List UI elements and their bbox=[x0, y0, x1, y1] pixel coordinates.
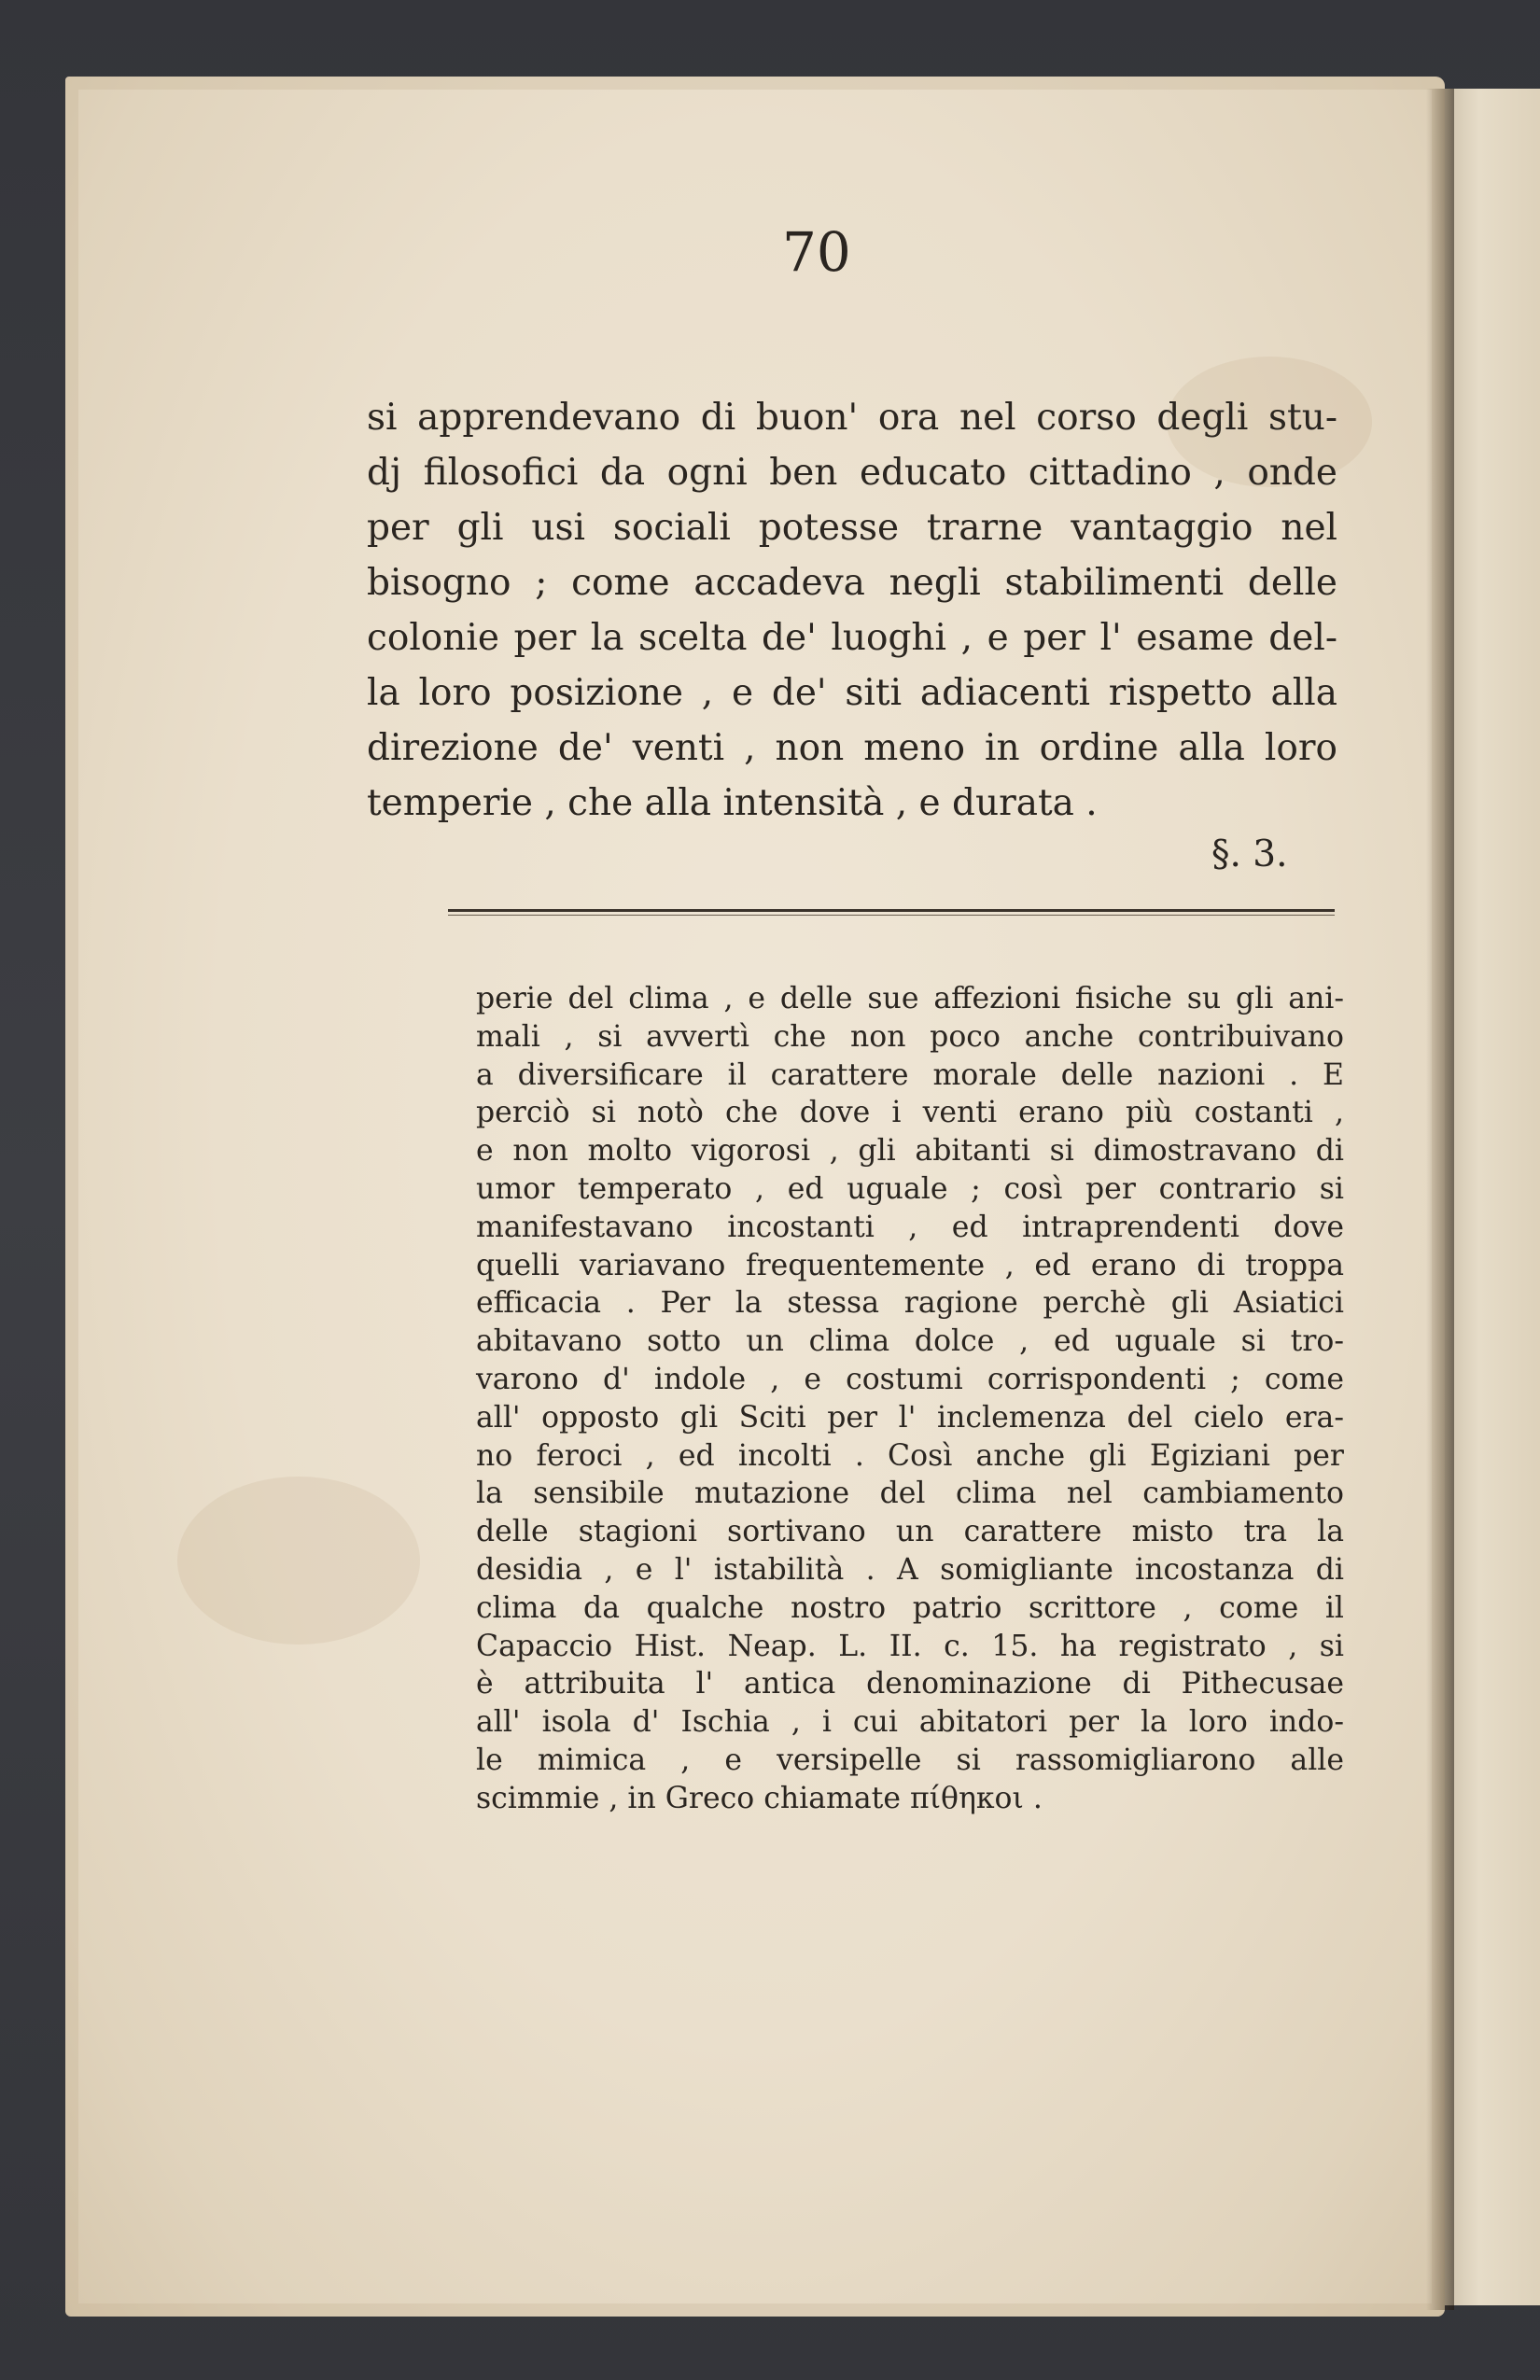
footnote-rule-thin bbox=[448, 915, 1335, 916]
main-line: bisogno ; come accadeva negli stabilimenti delle bbox=[367, 562, 1337, 604]
note-line: manifestavano incostanti , ed intraprendenti dove bbox=[476, 1210, 1344, 1244]
note-line: perciò si notò che dove i venti erano più costanti , bbox=[476, 1096, 1344, 1130]
gutter-shadow bbox=[1426, 89, 1454, 2310]
note-line: delle stagioni sortivano un carattere misto tra la bbox=[476, 1515, 1344, 1549]
note-line: perie del clima , e delle sue affezioni fisiche su gli ani- bbox=[476, 982, 1344, 1015]
section-mark: §. 3. bbox=[1211, 833, 1288, 875]
footnote-paragraph bbox=[476, 980, 1344, 1818]
note-line: scimmie , in Greco chiamate πίθηκοι . bbox=[476, 1781, 1043, 1815]
note-line: abitavano sotto un clima dolce , ed uguale si tro- bbox=[476, 1324, 1344, 1359]
paper-stain bbox=[177, 1477, 420, 1645]
main-line: per gli usi sociali potesse trarne vantaggio nel bbox=[367, 507, 1337, 549]
main-paragraph bbox=[367, 390, 1337, 831]
note-line: Capaccio Hist. Neap. L. II. c. 15. ha registrato , si bbox=[476, 1629, 1344, 1663]
note-line: efficacia . Per la stessa ragione perchè gli Asiatici bbox=[476, 1286, 1344, 1321]
main-line: colonie per la scelta de' luoghi , e per l' esame del- bbox=[367, 617, 1337, 659]
next-page-edge bbox=[1442, 89, 1540, 2305]
note-line: la sensibile mutazione del clima nel cambiamento bbox=[476, 1477, 1344, 1511]
note-line: quelli variavano frequentemente , ed erano di troppa bbox=[476, 1248, 1344, 1282]
footnote-rule bbox=[448, 909, 1335, 912]
main-line: si apprendevano di buon' ora nel corso degli stu- bbox=[367, 397, 1337, 439]
note-line: all' isola d' Ischia , i cui abitatori per la loro indo- bbox=[476, 1705, 1344, 1740]
main-line: la loro posizione , e de' siti adiacenti rispetto alla bbox=[367, 672, 1337, 714]
page-number: 70 bbox=[782, 220, 851, 284]
note-line: le mimica , e versipelle si rassomigliarono alle bbox=[476, 1743, 1344, 1777]
note-line: all' opposto gli Sciti per l' inclemenza del cielo era- bbox=[476, 1400, 1344, 1435]
main-line: temperie , che alla intensità , e durata . bbox=[367, 782, 1098, 824]
note-line: è attribuita l' antica denominazione di Pithecusae bbox=[476, 1667, 1344, 1701]
main-line: dj filosofici da ogni ben educato cittadino , onde bbox=[367, 452, 1337, 494]
main-line: direzione de' venti , non meno in ordine alla loro bbox=[367, 727, 1337, 769]
note-line: clima da qualche nostro patrio scrittore , come il bbox=[476, 1590, 1344, 1625]
note-line: no feroci , ed incolti . Così anche gli Egiziani per bbox=[476, 1438, 1344, 1473]
note-line: umor temperato , ed uguale ; così per contrario si bbox=[476, 1171, 1344, 1206]
note-line: desidia , e l' istabilità . A somigliante incostanza di bbox=[476, 1552, 1344, 1587]
note-line: varono d' indole , e costumi corrispondenti ; come bbox=[476, 1362, 1344, 1396]
note-line: a diversificare il carattere morale delle nazioni . E bbox=[476, 1057, 1344, 1092]
note-line: mali , si avvertì che non poco anche contribuivano bbox=[476, 1019, 1344, 1054]
note-line: e non molto vigorosi , gli abitanti si dimostravano di bbox=[476, 1134, 1344, 1169]
